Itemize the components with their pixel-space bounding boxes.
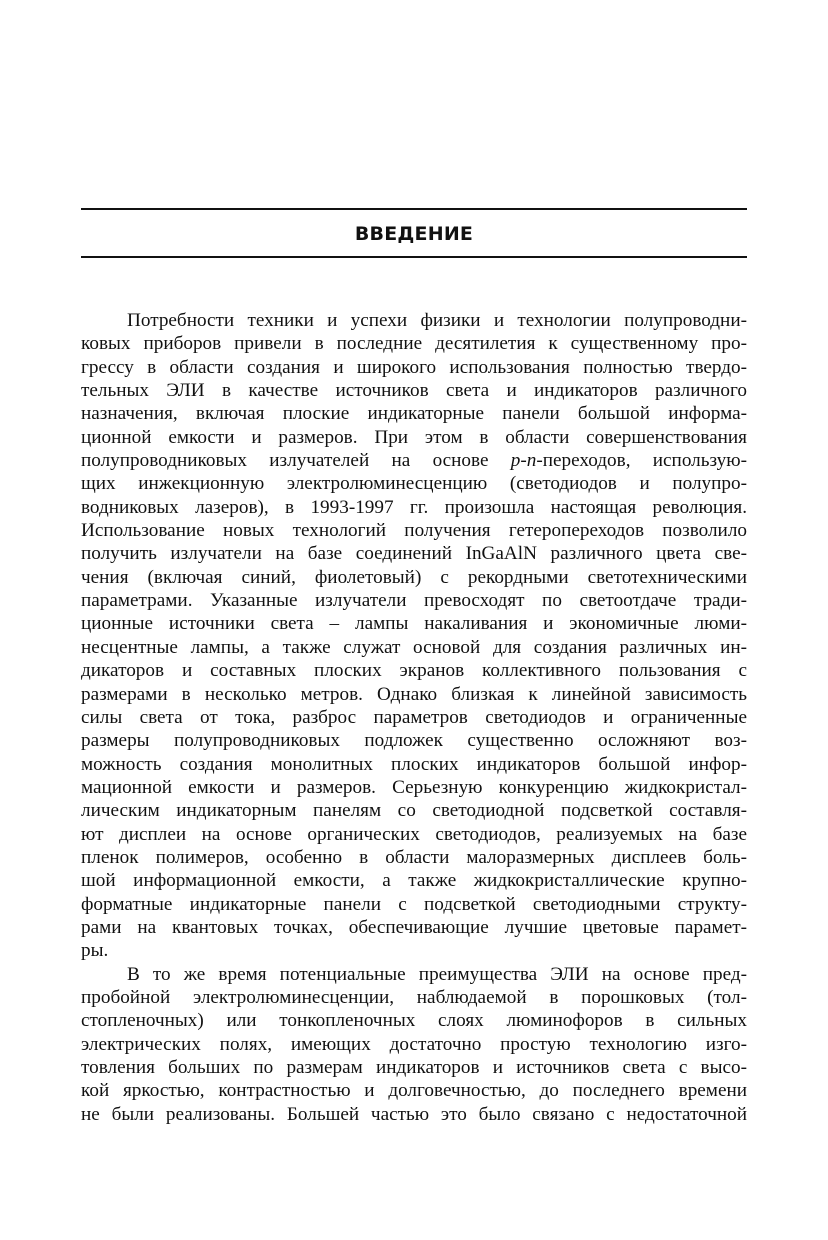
text-line: лическим индикаторным панелям со светодиодной подсветкой составля- bbox=[81, 800, 747, 822]
text-line: кой яркостью, контрастностью и долговечностью, до последнего времени bbox=[81, 1080, 747, 1102]
text-line: электрических полях, имеющих достаточно простую технологию изго- bbox=[81, 1033, 747, 1055]
text-line: дикаторов и составных плоских экранов коллективного пользования с bbox=[81, 660, 747, 682]
text-line: размерами в несколько метров. Однако близкая к линейной зависимость bbox=[81, 683, 747, 705]
text-line: несцентные лампы, а также служат основой для создания различных ин- bbox=[81, 636, 747, 658]
section-title: ВВЕДЕНИЕ bbox=[354, 223, 474, 245]
text-line: пробойной электролюминесценции, наблюдаемой в порошковых (тол- bbox=[81, 986, 747, 1008]
heading-bottom-rule bbox=[81, 256, 747, 258]
text-line: не были реализованы. Большей частью это было связано с недостаточной bbox=[81, 1103, 747, 1125]
text-line: щих инжекционную электролюминесценцию (светодиодов и полупро- bbox=[81, 473, 747, 495]
text-line: размеры полупроводниковых подложек существенно осложняют воз- bbox=[81, 730, 747, 752]
text-line: можность создания монолитных плоских индикаторов большой инфор- bbox=[81, 753, 747, 775]
paragraph-2 bbox=[81, 963, 747, 1126]
text-line: получить излучатели на базе соединений InGaAlN различного цвета све- bbox=[81, 543, 747, 565]
text-line: ют дисплеи на основе органических светодиодов, реализуемых на базе bbox=[81, 823, 747, 845]
text-line: ры. bbox=[81, 940, 109, 962]
heading-top-rule bbox=[81, 208, 747, 210]
text-line: грессу в области создания и широкого использования полностью твердо- bbox=[81, 356, 747, 378]
text-line: стопленочных) или тонкопленочных слоях люминофоров в сильных bbox=[81, 1010, 747, 1032]
paragraph-1 bbox=[81, 309, 747, 963]
text-line: полупроводниковых излучателей на основе p-n-переходов, использую- bbox=[81, 450, 747, 472]
text-line: рами на квантовых точках, обеспечивающие лучшие цветовые парамет- bbox=[81, 916, 747, 938]
text-line: мационной емкости и размеров. Серьезную конкуренцию жидкокристал- bbox=[81, 776, 747, 798]
text-line: пленок полимеров, особенно в области малоразмерных дисплеев боль- bbox=[81, 846, 747, 868]
text-line: ционной емкости и размеров. При этом в области совершенствования bbox=[81, 426, 747, 448]
text-line: параметрами. Указанные излучатели превосходят по светоотдаче тради- bbox=[81, 590, 747, 612]
text-line: водниковых лазеров), в 1993-1997 гг. произошла настоящая революция. bbox=[81, 496, 747, 518]
text-line: тельных ЭЛИ в качестве источников света и индикаторов различного bbox=[81, 380, 747, 402]
text-line: назначения, включая плоские индикаторные панели большой информа- bbox=[81, 403, 747, 425]
text-line: Потребности техники и успехи физики и технологии полупроводни- bbox=[127, 310, 747, 331]
text-line: ционные источники света – лампы накаливания и экономичные люми- bbox=[81, 613, 747, 635]
text-line: Использование новых технологий получения гетеропереходов позволило bbox=[81, 520, 747, 542]
text-line: товления больших по размерам индикаторов и источников света с высо- bbox=[81, 1057, 747, 1078]
text-line: силы света от тока, разброс параметров светодиодов и ограниченные bbox=[81, 706, 747, 728]
text-line: ковых приборов привели в последние десятилетия к существенному про- bbox=[81, 333, 747, 355]
body-text bbox=[81, 309, 747, 1126]
text-line: шой информационной емкости, а также жидкокристаллические крупно- bbox=[81, 870, 747, 892]
text-line: В то же время потенциальные преимущества ЭЛИ на основе пред- bbox=[127, 963, 747, 985]
text-line: форматные индикаторные панели с подсветкой светодиодными структу- bbox=[81, 893, 747, 915]
text-line: чения (включая синий, фиолетовый) с рекордными светотехническими bbox=[81, 566, 747, 588]
